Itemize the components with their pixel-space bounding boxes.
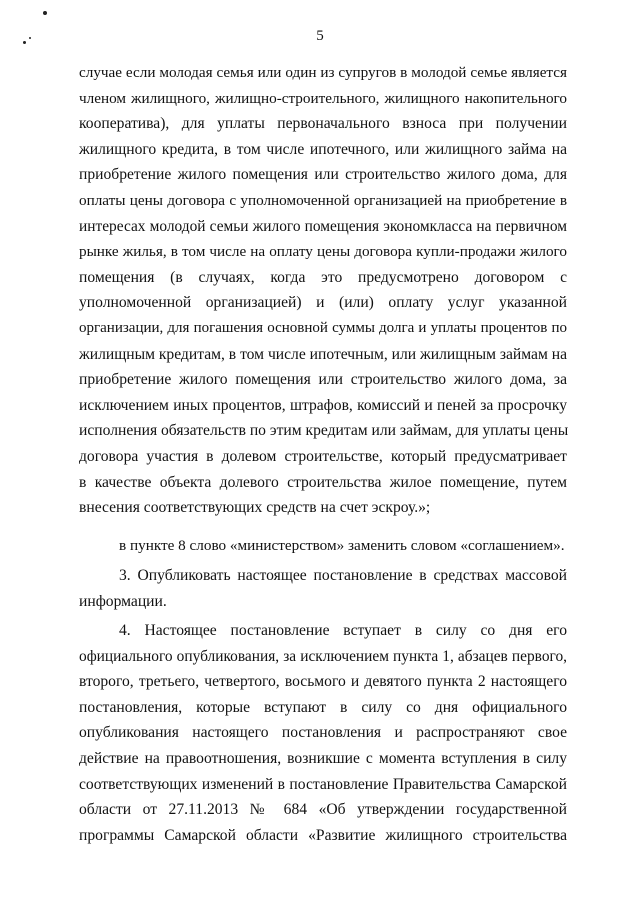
text-line: программы Самарской области «Развитие жилищного строительства bbox=[79, 826, 567, 844]
page-number: 5 bbox=[316, 28, 324, 44]
text-line: организации, для погашения основной суммы долга и уплаты процентов по bbox=[79, 320, 567, 336]
text-line: области от 27.11.2013 № 684 «Об утверждении государственной bbox=[79, 801, 567, 819]
text-line: опубликования настоящего постановления и распространяют свое bbox=[79, 724, 567, 742]
text-line: второго, третьего, четвертого, восьмого и девятого пункта 2 настоящего bbox=[79, 673, 567, 691]
text-line: оплаты цены договора с уполномоченной организацией на приобретение в bbox=[79, 192, 567, 209]
text-line: членом жилищного, жилищно-строительного, жилищного накопительного bbox=[79, 89, 567, 107]
text-line: помещения (в случаях, когда это предусмотрено договором с bbox=[79, 268, 567, 286]
text-line: соответствующих изменений в постановление Правительства Самарской bbox=[79, 775, 567, 793]
text-line: интересах молодой семьи жилого помещения экономкласса на первичном bbox=[79, 217, 567, 235]
text-line: в пункте 8 слово «министерством» заменить словом «соглашением». bbox=[119, 537, 565, 554]
text-line: рынке жилья, в том числе на оплату цены договора купли-продажи жилого bbox=[79, 243, 567, 261]
text-line: приобретение жилого помещения или строительство жилого дома, за bbox=[79, 371, 567, 389]
text-line: жилищного кредита, в том числе ипотечного, или жилищного займа на bbox=[79, 140, 567, 158]
text-line: официального опубликования, за исключением пункта 1, абзацев первого, bbox=[79, 647, 567, 665]
text-line: внесения соответствующих средств на счет эскроу.»; bbox=[79, 499, 431, 517]
text-line: 4. Настоящее постановление вступает в силу со дня его bbox=[119, 622, 567, 639]
text-line: исключением иных процентов, штрафов, комиссий и пеней за просрочку bbox=[79, 396, 567, 414]
text-line: уполномоченной организацией) и (или) оплату услуг указанной bbox=[79, 294, 567, 312]
text-line: постановления, которые вступают в силу со дня официального bbox=[79, 698, 567, 716]
text-line: действие на правоотношения, возникшие с момента вступления в силу bbox=[79, 750, 567, 767]
text-line: в качестве объекта долевого строительства жилое помещение, путем bbox=[79, 473, 567, 491]
text-line: 3. Опубликовать настоящее постановление в средствах массовой bbox=[119, 567, 567, 584]
text-line: договора участия в долевом строительстве, который предусматривает bbox=[79, 448, 567, 465]
text-line: приобретение жилого помещения или строительство жилого дома, для bbox=[79, 166, 567, 184]
text-line: жилищным кредитам, в том числе ипотечным, или жилищным займам на bbox=[79, 345, 567, 363]
scan-speck bbox=[43, 11, 47, 15]
text-line: исполнения обязательств по этим кредитам или займам, для уплаты цены bbox=[79, 422, 569, 440]
text-line: кооператива), для уплаты первоначального взноса при получении bbox=[79, 115, 567, 133]
text-line: случае если молодая семья или один из супругов в молодой семье является bbox=[79, 64, 567, 81]
text-line: информации. bbox=[79, 592, 167, 610]
